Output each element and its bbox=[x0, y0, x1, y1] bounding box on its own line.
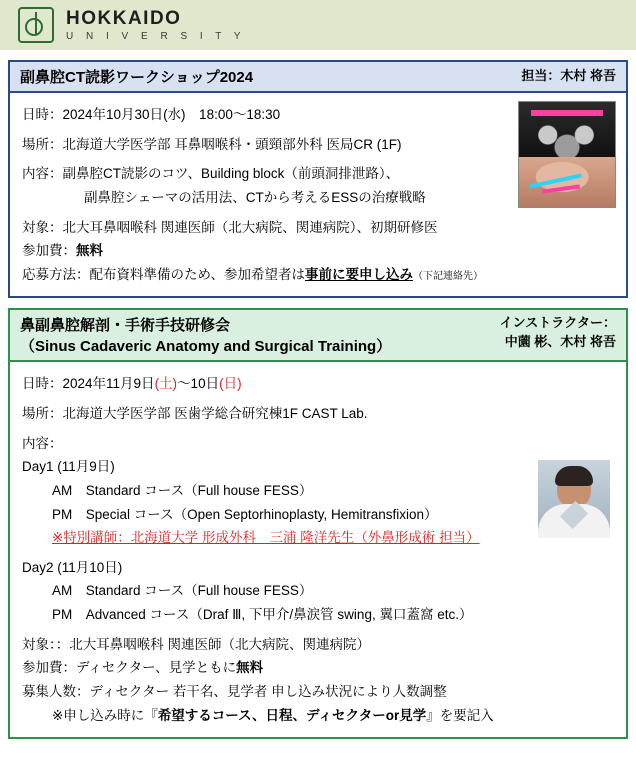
training-note-bold: 希望するコース、日程、ディセクターor見学 bbox=[157, 707, 427, 723]
workshop-title: 副鼻腔CT読影ワークショップ2024 bbox=[20, 69, 254, 86]
training-content-label: 内容： bbox=[22, 435, 63, 451]
training-day2-am: AM Standard コース（Full house FESS） bbox=[52, 583, 313, 599]
university-name: HOKKAIDO bbox=[66, 7, 182, 29]
training-date-mid: ～10日 bbox=[177, 376, 220, 392]
training-day1-am: AM Standard コース（Full house FESS） bbox=[52, 482, 313, 498]
workshop-fee bbox=[22, 239, 614, 263]
training-day1-note: ※特別講師：北海道大学 形成外科 三浦 隆洋先生（外鼻形成術 担当） bbox=[52, 530, 480, 546]
training-fee-prefix: 参加費：ディセクター、見学ともに bbox=[22, 660, 237, 676]
training-note-suffix: 』を要記入 bbox=[426, 707, 494, 723]
training-title bbox=[20, 314, 391, 356]
training-title-bar bbox=[10, 310, 626, 362]
sinus-ct-thumbnail-image bbox=[518, 101, 616, 208]
workshop-apply bbox=[22, 263, 614, 287]
training-title-line1: 鼻副鼻腔解剖・手術手技研修会 bbox=[20, 317, 231, 335]
training-fee-value: 無料 bbox=[236, 660, 264, 676]
workshop-fee-label: 参加費： bbox=[22, 243, 76, 259]
training-capacity: 募集人数：ディセクター 若干名、見学者 申し込み状況により人数調整 bbox=[22, 683, 447, 699]
training-date bbox=[22, 372, 614, 396]
training-day2-label: Day2 (11月10日) bbox=[22, 559, 123, 575]
training-date-sat: (土) bbox=[154, 376, 178, 392]
page-header bbox=[0, 0, 636, 50]
workshop-staff: 担当：木村 将吾 bbox=[521, 68, 616, 84]
university-subtitle: U N I V E R S I T Y bbox=[66, 30, 246, 42]
workshop-title-bar bbox=[10, 62, 626, 93]
hokkaido-university-crest-icon bbox=[18, 7, 54, 43]
workshop-body bbox=[10, 93, 626, 296]
training-panel bbox=[8, 308, 628, 739]
workshop-place: 場所：北海道大学医学部 耳鼻咽喉科・頭頸部外科 医局CR (1F) bbox=[22, 136, 402, 152]
workshop-content-line1: 副鼻腔CT読影のコツ、Building block（前頭洞排泄路）、 bbox=[62, 166, 400, 182]
workshop-date: 日時：2024年10月30日(水) 18:00～18:30 bbox=[22, 107, 281, 122]
training-fee bbox=[22, 656, 614, 680]
training-note-prefix: ※申し込み時に『 bbox=[52, 707, 158, 723]
training-title-line2: （Sinus Cadaveric Anatomy and Surgical Training） bbox=[20, 338, 392, 356]
training-body bbox=[10, 362, 626, 737]
training-note bbox=[22, 704, 614, 728]
training-day1-pm: PM Special コース（Open Septorhinoplasty, Hemitransfixion） bbox=[52, 506, 438, 522]
workshop-apply-prefix: 応募方法：配布資料準備のため、参加希望者は bbox=[22, 266, 305, 282]
workshop-content-label: 内容： bbox=[22, 166, 63, 182]
workshop-apply-bold: 事前に要申し込み bbox=[304, 266, 413, 282]
instructor-portrait-image bbox=[538, 460, 610, 538]
training-place: 場所：北海道大学医学部 医歯学総合研究棟1F CAST Lab. bbox=[22, 406, 368, 421]
university-branding bbox=[66, 9, 245, 42]
training-instructor-names: 中薗 彬、木村 将吾 bbox=[504, 334, 616, 350]
training-date-sun: (日) bbox=[219, 376, 242, 392]
workshop-apply-note: （下記連絡先） bbox=[412, 270, 483, 282]
training-target: 対象：：北大耳鼻咽喉科 関連医師（北大病院、関連病院） bbox=[22, 636, 370, 652]
training-instructor-label: インストラクター： bbox=[499, 315, 616, 331]
training-instructors bbox=[500, 314, 616, 352]
workshop-content-line2: 副鼻腔シェーマの活用法、CTから考えるESSの治療戦略 bbox=[84, 189, 426, 205]
workshop-panel bbox=[8, 60, 628, 298]
workshop-fee-value: 無料 bbox=[76, 243, 103, 259]
training-day1-label: Day1 (11月9日) bbox=[22, 459, 115, 475]
training-date-line: 日時：2024年11月9日 bbox=[22, 376, 155, 392]
training-day2-pm: PM Advanced コース（Draf Ⅲ, 下甲介/鼻涙管 swing, 翼口蓋窩 etc.） bbox=[52, 607, 473, 622]
workshop-target: 対象：北大耳鼻咽喉科 関連医師（北大病院、関連病院）、初期研修医 bbox=[22, 219, 438, 235]
